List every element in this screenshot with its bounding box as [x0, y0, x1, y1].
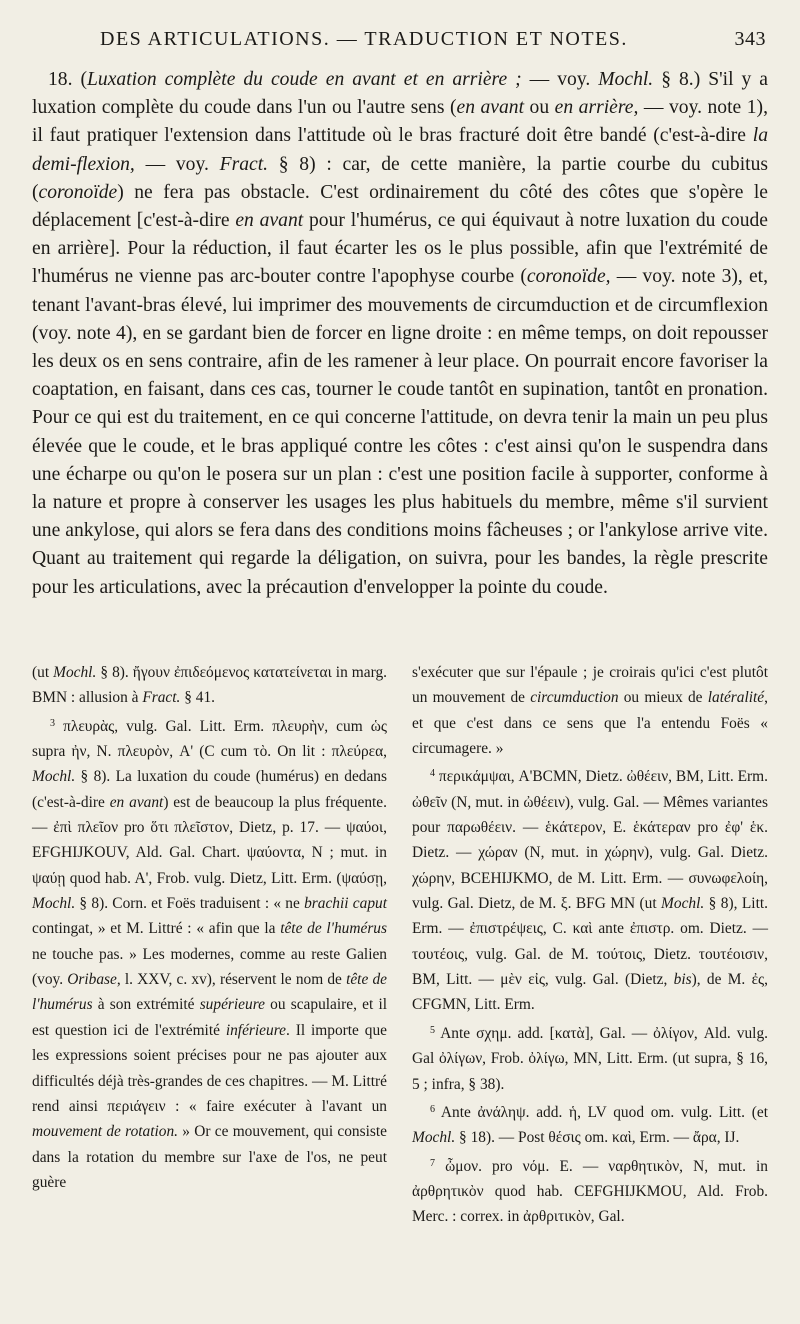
footnote: s'exécuter que sur l'épaule ; je croirais qu'ici c'est plutôt un mouvement de circumduction ou mieux de latéralité, et que c'est dans ce sens que l'a entendu Foës « circumagere. »: [412, 664, 769, 758]
page-number: 343: [734, 28, 766, 50]
footnote: $^5$ Ante σχημ. add. [κατὰ], Gal. — ὀλίγον, Ald. vulg. Gal ὀλίγων, Frob. ὀλίγω, MN, Litt. Erm. (ut supra, § 16, 5 ; infra, § 38).: [412, 1024, 768, 1093]
footnote: (ut Mochl. § 8). ἤγουν ἐπιδεόμενος κατατείνεται in marg. BMN : allusion à Fract. § 41.: [32, 664, 387, 707]
footnote: $^6$ Ante ἀνάληψ. add. ἡ, LV quod om. vulg. Litt. (et Mochl. § 18). — Post θέσις om. καὶ, Erm. — ἄρα, IJ.: [412, 1103, 768, 1147]
footnote: $^7$ ὦμον. pro νόμ. E. — ναρθητικὸν, N, mut. in ἀρθρητικὸν quod hab. CEFGHIJKMOU, Ald. Frob. Merc. : correx. in ἀρθριτικὸν, Gal.: [412, 1157, 768, 1226]
running-title: DES ARTICULATIONS. — TRADUCTION ET NOTES.: [100, 28, 628, 50]
running-head: [30, 28, 766, 56]
main-text: [32, 66, 768, 602]
footnotes-right-column: [412, 660, 768, 1233]
footnotes-left-column: [32, 660, 387, 1198]
footnote: $^4$ περικάμψαι, A'BCMN, Dietz. ὠθέειν, BM, Litt. Erm. ὠθεῖν (N, mut. in ὠθέειν), vulg. Gal. — Mêmes variantes pour παρωθέειν. — ἑκάτερον, E. ἑκάτεραν pro ἐφ' ἑκ. Dietz. — χώραν (N, mut. in χώρην), vulg. Gal. Dietz. χώρην, BCEHIJKMO, de M. Litt. Erm. — συνωφελοίη, vulg. Gal. Dietz, de M. ξ. BFG MN (ut Mochl. § 8), Litt. Erm. — ἐπιστρέψεις, C. καὶ ante ἐπιστρ. om. Dietz. — τουτέοις, vulg. Gal. de M. τούτοις, Dietz. τουτέοισιν, BM, Litt. — μὲν εἰς, vulg. Gal. (Dietz, bis), de M. ἐς, CFGMN, Litt. Erm.: [412, 768, 768, 1014]
footnote: $^3$ πλευρὰς, vulg. Gal. Litt. Erm. πλευρὴν, cum ὡς supra ἠν, N. πλευρὸν, A' (C cum τὸ. On lit : πλεύρεα, Mochl. § 8). La luxation du coude (humérus) en dedans (c'est-à-dire en avant) est de beaucoup la plus fréquente. — ἐπὶ πλεῖον pro ὅτι πλεῖστον, Dietz, p. 17. — ψαύοι, EFGHIJKOUV, Ald. Gal. Chart. ψαύοντα, N ; mut. in ψαύῃ quod hab. A', Frob. vulg. Dietz, Litt. Erm. (ψαύσῃ, Mochl. § 8). Corn. et Foës traduisent : « ne brachii caput contingat, » et M. Littré : « afin que la tête de l'humérus ne touche pas. » Les modernes, comme au reste Galien (voy. Oribase, l. XXV, c. xv), réservent le nom de tête de l'humérus à son extrémité supérieure ou scapulaire, et il est question ici de l'extrémité inférieure. Il importe que les expressions soient précises pour ne pas ajouter aux difficultés déjà très-grandes de ces chapitres. — M. Littré rend ainsi περιάγειν : « faire exécuter à l'avant un mouvement de rotation. » Or ce mouvement, qui consiste dans la rotation du membre sur l'axe de l'os, ne peut guère: [32, 717, 388, 1191]
main-paragraph: 18. (Luxation complète du coude en avant et en arrière ; — voy. Mochl. § 8.) S'il y a luxation complète du coude dans l'un ou l'autre sens (en avant ou en arrière, — voy. note 1), il faut pratiquer l'extension dans l'attitude où le bras fracturé doit être bandé (c'est-à-dire la demi-flexion, — voy. Fract. § 8) : car, de cette manière, la partie courbe du cubitus (coronoïde) ne fera pas obstacle. C'est ordinairement du côté des côtes que s'opère le déplacement [c'est-à-dire en avant pour l'humérus, ce qui équivaut à notre luxation du coude en arrière]. Pour la réduction, il faut écarter les os le plus possible, afin que l'extrémité de l'humérus ne vienne pas arc-bouter contre l'apophyse courbe (coronoïde, — voy. note 3), et, tenant l'avant-bras élevé, lui imprimer des mouvements de circumduction et de circumflexion (voy. note 4), en se gardant bien de forcer en ligne droite : en même temps, on doit repousser les deux os en sens contraire, afin de les ramener à leur place. On pourrait encore favoriser la coaptation, en faisant, dans ces cas, tourner le coude tantôt en supination, tantôt en pronation. Pour ce qui est du traitement, en ce qui concerne l'attitude, on devra tenir la main un peu plus élevée que le coude, et le bras appliqué contre les côtes : c'est ainsi qu'on le suspendra dans une écharpe ou qu'on le posera sur un plan : c'est une position facile à supporter, conforme à la nature et propre à conserver les usages les plus habituels du membre, même s'il survient une ankylose, qui alors se fera dans des conditions moins fâcheuses ; or l'ankylose arrive vite. Quant au traitement qui regarde la déligation, on suivra, pour les bandes, la règle prescrite pour les articulations, avec la précaution d'envelopper la pointe du coude.: [32, 69, 768, 598]
